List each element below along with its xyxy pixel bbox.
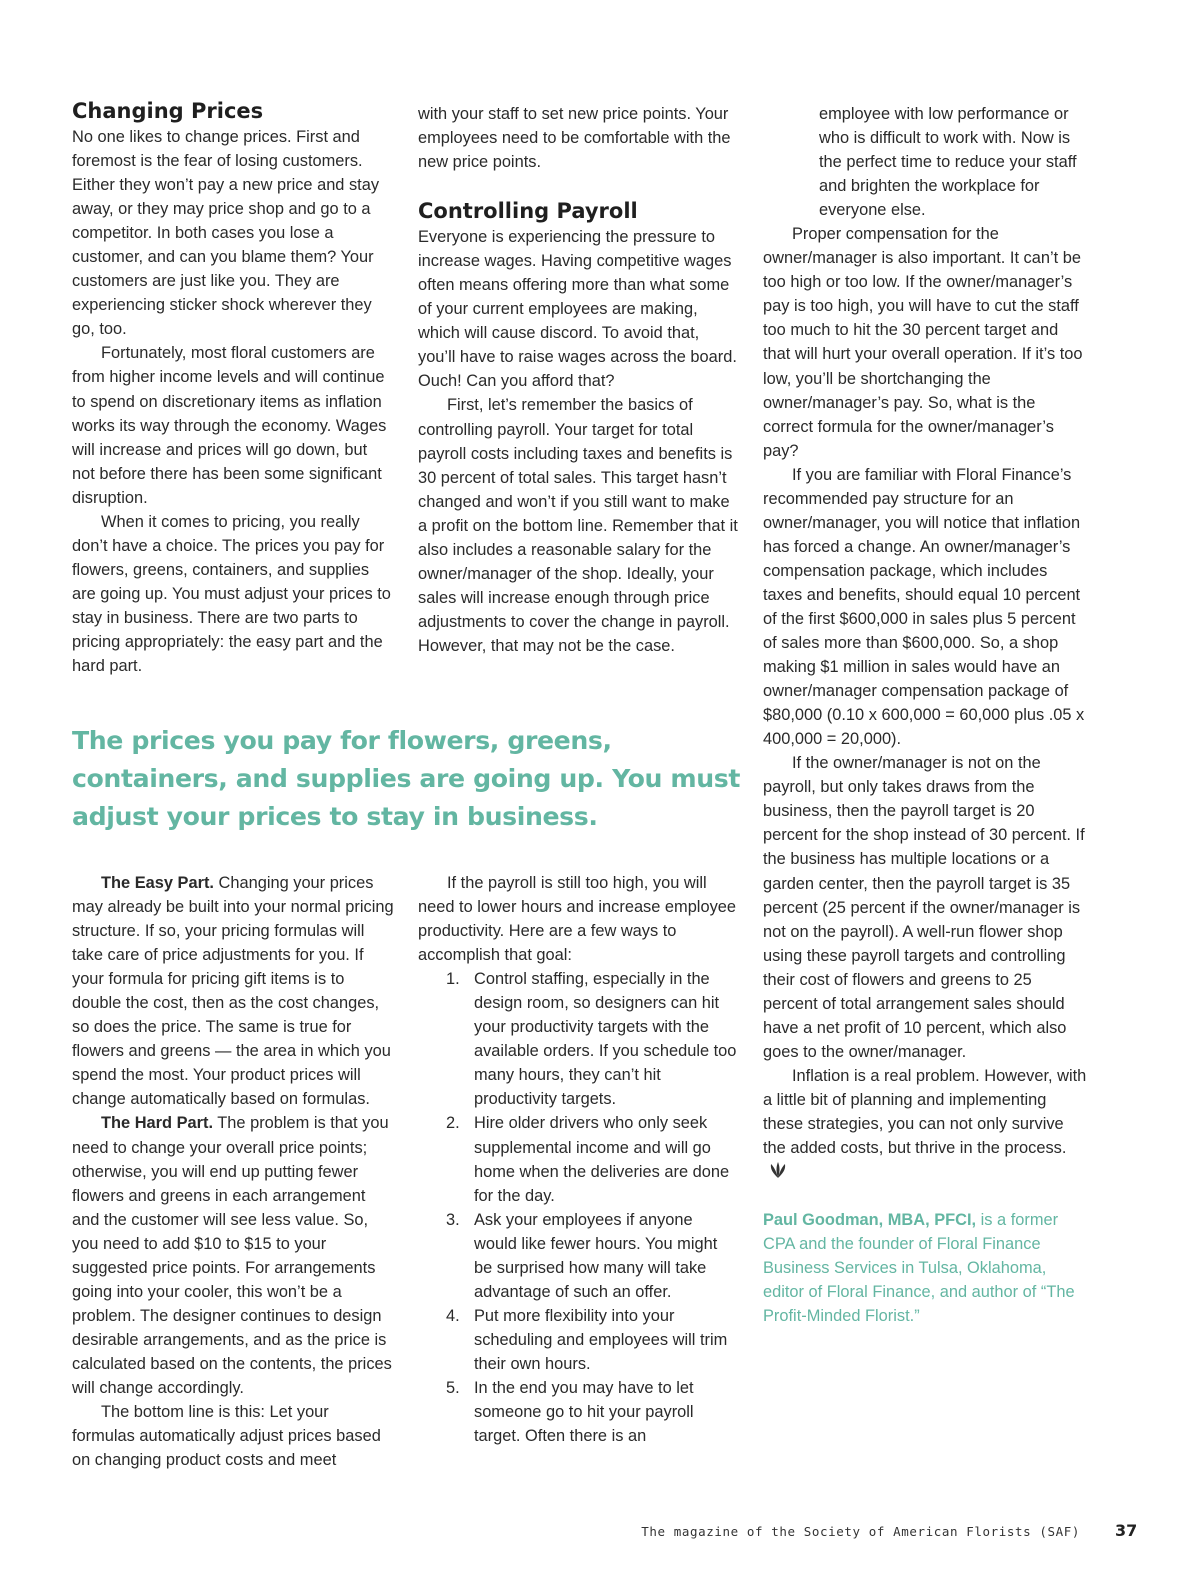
- list-item: [418, 1208, 740, 1304]
- paragraph: The bottom line is this: Let your formulas automatically adjust prices based on changing product costs and meet: [72, 1403, 381, 1470]
- list-number: 3.: [446, 1210, 460, 1229]
- list-item: [418, 1111, 740, 1207]
- list-text: Ask your employees if anyone would like fewer hours. You might be surprised how many will take advantage of such an offer.: [474, 1210, 718, 1301]
- paragraph: If the payroll is still too high, you will need to lower hours and increase employee productivity. Here are a few ways to accomplish that goal:: [418, 874, 736, 965]
- list-item: [418, 1376, 740, 1448]
- list-continuation: employee with low performance or who is difficult to work with. Now is the perfect time to reduce your staff and brighten the workplace for everyone else.: [819, 105, 1077, 220]
- paragraph: Proper compensation for the owner/manager is also important. It can’t be too high or too low. If the owner/manager’s pay is too high, you will have to cut the staff too much to hit the 30 percent target and that will hurt your overall operation. If it’s too low, you’ll be shortchanging the owner/manager’s pay. So, what is the correct formula for the owner/manager’s pay?: [763, 225, 1083, 460]
- easy-part-text: Changing your prices may already be built into your normal pricing structure. If so, your pricing formulas will take care of price adjustments for you. If your formula for pricing gift items is to double the cost, then as the cost changes, so does the price. The same is true for flowers and greens — the area in which you spend the most. Your product prices will change automatically based on formulas.: [72, 874, 394, 1109]
- closing-text: Inflation is a real problem. However, with a little bit of planning and implementing these strategies, you can not only survive the added costs, but thrive in the process.: [763, 1066, 1087, 1158]
- paragraph: When it comes to pricing, you really don’t have a choice. The prices you pay for flowers, greens, containers, and supplies are going up. You must adjust your prices to stay in business. There are two parts to pricing appropriately: the easy part and the hard part.: [72, 512, 391, 676]
- column-1-top: [72, 98, 394, 678]
- column-3: [763, 102, 1089, 1328]
- page-number: 37: [1115, 1521, 1138, 1540]
- paragraph: Everyone is experiencing the pressure to increase wages. Having competitive wages often means offering more than what some of your current employees are making, which will cause discord. To avoid that, you’ll have to raise wages across the board. Ouch! Can you afford that?: [418, 228, 737, 391]
- list-text: In the end you may have to let someone go to hit your payroll target. Often there is an: [474, 1378, 694, 1446]
- paragraph: If the owner/manager is not on the payroll, but only takes draws from the business, then the payroll target is 20 percent for the shop instead of 30 percent. If the business has multiple locations or a garden center, then the payroll target is 35 percent (25 percent if the owner/manager is not on the payroll). A well-run flower shop using these payroll targets and controlling their cost of flowers and greens to 25 percent of total arrangement sales should have a net profit of 10 percent, which also goes to the owner/manager.: [763, 754, 1085, 1061]
- easy-part-paragraph: [72, 871, 394, 1111]
- column-1-bottom: [72, 871, 394, 1472]
- list-item: [418, 1304, 740, 1376]
- list-number: 4.: [446, 1306, 460, 1325]
- controlling-payroll-heading: Controlling Payroll: [418, 199, 638, 224]
- paragraph: Fortunately, most floral customers are from higher income levels and will continue to spend on discretionary items as inflation works its way through the economy. Wages will increase and prices will go down, but not before there has been some significant disruption.: [72, 344, 387, 507]
- flower-end-mark-icon: [767, 1161, 789, 1179]
- paragraph: If you are familiar with Floral Finance’s recommended pay structure for an owner/manager, you will notice that inflation has forced a change. An owner/manager’s compensation package, which includes taxes and benefits, should equal 10 percent of the first $600,000 in sales plus 5 percent of sales more than $600,000. So, a shop making $1 million in sales would have an owner/manager compensation package of $80,000 (0.10 x 600,000 = 60,000 plus .05 x 400,000 = 20,000).: [763, 465, 1085, 749]
- list-text: Put more flexibility into your scheduling and employees will trim their own hours.: [474, 1306, 728, 1373]
- column-2-top: [418, 102, 740, 658]
- column-2-bottom: [418, 871, 740, 1448]
- paragraph: First, let’s remember the basics of controlling payroll. Your target for total payroll costs including taxes and benefits is 30 percent of total sales. This target hasn’t changed and won’t if you still want to make a profit on the bottom line. Remember that it also includes a reasonable salary for the owner/manager of the shop. Ideally, your sales will increase enough through price adjustments to cover the change in payroll. However, that may not be the case.: [418, 396, 738, 655]
- easy-part-label: The Easy Part.: [101, 874, 214, 892]
- steps-list: [418, 967, 740, 1448]
- pull-quote: The prices you pay for flowers, greens, containers, and supplies are going up. You must adjust your prices to stay in business.: [72, 726, 741, 831]
- list-number: 5.: [446, 1378, 460, 1397]
- list-text: Control staffing, especially in the design room, so designers can hit your productivity targets with the available orders. If you schedule too many hours, they can’t hit productivity targets.: [474, 970, 737, 1109]
- list-number: 2.: [446, 1114, 460, 1133]
- closing-paragraph: [763, 1064, 1089, 1184]
- hard-part-label: The Hard Part.: [101, 1114, 214, 1133]
- list-number: 1.: [446, 970, 460, 989]
- paragraph: No one likes to change prices. First and foremost is the fear of losing customers. Either they won’t pay a new price and stay away, or they may price shop and go to a competitor. In both cases you lose a customer, and can you blame them? Your customers are just like you. They are experiencing sticker shock wherever they go, too.: [72, 128, 380, 339]
- author-name: Paul Goodman, MBA, PFCI,: [763, 1211, 977, 1230]
- hard-part-text: The problem is that you need to change your overall price points; otherwise, you will end up putting fewer flowers and greens in each arrangement and the customer will see less value. So, you need to add $10 to $15 to your suggested price points. For arrangements going into your cooler, this won’t be a problem. The designer continues to design desirable arrangements, and as the price is calculated based on the contents, the prices will change accordingly.: [72, 1114, 392, 1397]
- list-item: [418, 967, 740, 1111]
- footer-magazine-name: The magazine of the Society of American Florists (SAF): [641, 1524, 1080, 1539]
- changing-prices-heading: Changing Prices: [72, 99, 264, 123]
- author-bio: [763, 1208, 1089, 1328]
- author-bio-text: is a former CPA and the founder of Floral Finance Business Services in Tulsa, Oklahoma, editor of Floral Finance, and author of “The Profit-Minded Florist.”: [763, 1211, 1075, 1326]
- list-text: Hire older drivers who only seek supplemental income and will go home when the deliveries are done for the day.: [474, 1114, 730, 1205]
- hard-part-paragraph: [72, 1111, 394, 1400]
- paragraph: with your staff to set new price points. Your employees need to be comfortable with the new price points.: [418, 105, 731, 172]
